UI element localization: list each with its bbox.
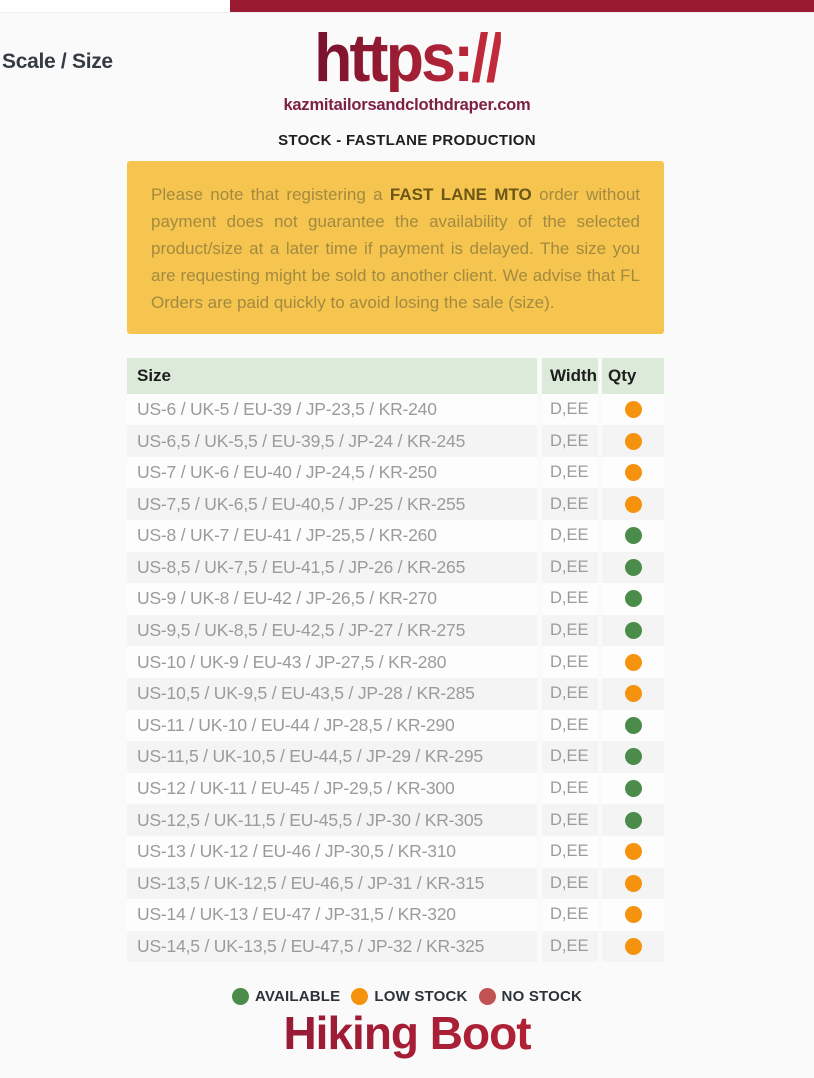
width-cell: D,EE xyxy=(542,931,598,963)
site-logo xyxy=(0,13,814,149)
qty-cell xyxy=(602,520,664,552)
legend-item xyxy=(479,988,583,1005)
size-cell: US-12 / UK-11 / EU-45 / JP-29,5 / KR-300 xyxy=(127,773,537,805)
size-cell: US-10,5 / UK-9,5 / EU-43,5 / JP-28 / KR-285 xyxy=(127,678,537,710)
header-size: Size xyxy=(127,358,537,394)
logo-https-text[interactable]: https:// xyxy=(313,20,501,96)
table-row[interactable] xyxy=(127,868,664,900)
stock-status-dot xyxy=(625,938,642,955)
table-row[interactable] xyxy=(127,520,664,552)
table-row[interactable] xyxy=(127,899,664,931)
top-bar xyxy=(230,0,814,12)
stock-status-dot xyxy=(625,590,642,607)
size-cell: US-12,5 / UK-11,5 / EU-45,5 / JP-30 / KR-305 xyxy=(127,804,537,836)
size-cell: US-8 / UK-7 / EU-41 / JP-25,5 / KR-260 xyxy=(127,520,537,552)
width-cell: D,EE xyxy=(542,425,598,457)
table-row[interactable] xyxy=(127,773,664,805)
legend-label: LOW STOCK xyxy=(374,988,468,1006)
width-cell: D,EE xyxy=(542,678,598,710)
size-cell: US-11,5 / UK-10,5 / EU-44,5 / JP-29 / KR-295 xyxy=(127,741,537,773)
width-cell: D,EE xyxy=(542,899,598,931)
width-cell: D,EE xyxy=(542,773,598,805)
width-cell: D,EE xyxy=(542,488,598,520)
stock-legend xyxy=(0,988,814,1005)
qty-cell xyxy=(602,425,664,457)
header-qty: Qty xyxy=(602,358,664,394)
qty-cell xyxy=(602,931,664,963)
stock-status-dot xyxy=(625,464,642,481)
table-body xyxy=(127,394,664,963)
size-table xyxy=(127,358,664,963)
product-title: Hiking Boot xyxy=(0,1006,814,1060)
width-cell: D,EE xyxy=(542,583,598,615)
table-row[interactable] xyxy=(127,583,664,615)
fastlane-notice xyxy=(127,161,664,334)
stock-status-dot xyxy=(625,812,642,829)
table-row[interactable] xyxy=(127,646,664,678)
size-cell: US-7 / UK-6 / EU-40 / JP-24,5 / KR-250 xyxy=(127,457,537,489)
table-row[interactable] xyxy=(127,425,664,457)
size-cell: US-9,5 / UK-8,5 / EU-42,5 / JP-27 / KR-275 xyxy=(127,615,537,647)
legend-label: NO STOCK xyxy=(501,988,583,1006)
legend-item xyxy=(232,988,340,1005)
stock-status-dot xyxy=(625,717,642,734)
table-row[interactable] xyxy=(127,710,664,742)
table-row[interactable] xyxy=(127,741,664,773)
table-row[interactable] xyxy=(127,836,664,868)
notice-text-bold: FAST LANE MTO xyxy=(389,184,532,204)
logo-domain-text[interactable]: kazmitailorsandclothdraper.com xyxy=(283,95,531,114)
qty-cell xyxy=(602,899,664,931)
stock-status-dot xyxy=(625,654,642,671)
size-cell: US-9 / UK-8 / EU-42 / JP-26,5 / KR-270 xyxy=(127,583,537,615)
legend-dot-icon xyxy=(479,988,496,1005)
width-cell: D,EE xyxy=(542,741,598,773)
width-cell: D,EE xyxy=(542,646,598,678)
table-row[interactable] xyxy=(127,394,664,426)
size-cell: US-13 / UK-12 / EU-46 / JP-30,5 / KR-310 xyxy=(127,836,537,868)
size-cell: US-14 / UK-13 / EU-47 / JP-31,5 / KR-320 xyxy=(127,899,537,931)
qty-cell xyxy=(602,394,664,426)
notice-text-pre: Please note that registering a xyxy=(151,184,390,204)
stock-status-dot xyxy=(625,559,642,576)
size-cell: US-7,5 / UK-6,5 / EU-40,5 / JP-25 / KR-255 xyxy=(127,488,537,520)
size-cell: US-8,5 / UK-7,5 / EU-41,5 / JP-26 / KR-265 xyxy=(127,552,537,584)
table-row[interactable] xyxy=(127,552,664,584)
qty-cell xyxy=(602,741,664,773)
notice-text-post: order without payment does not guarantee the availability of the selected product/size at a later time if payment is delayed. The size you are requesting might be sold to another client. We advise that FL Orders are paid quickly to avoid losing the sale (size). xyxy=(151,184,640,312)
qty-cell xyxy=(602,804,664,836)
qty-cell xyxy=(602,552,664,584)
width-cell: D,EE xyxy=(542,710,598,742)
stock-status-dot xyxy=(625,780,642,797)
legend-label: AVAILABLE xyxy=(254,988,341,1006)
qty-cell xyxy=(602,583,664,615)
stock-status-dot xyxy=(625,875,642,892)
size-cell: US-10 / UK-9 / EU-43 / JP-27,5 / KR-280 xyxy=(127,646,537,678)
width-cell: D,EE xyxy=(542,868,598,900)
page-label: Scale / Size xyxy=(2,50,113,73)
qty-cell xyxy=(602,615,664,647)
width-cell: D,EE xyxy=(542,394,598,426)
table-row[interactable] xyxy=(127,678,664,710)
width-cell: D,EE xyxy=(542,552,598,584)
stock-status-dot xyxy=(625,748,642,765)
qty-cell xyxy=(602,836,664,868)
size-cell: US-6,5 / UK-5,5 / EU-39,5 / JP-24 / KR-245 xyxy=(127,425,537,457)
width-cell: D,EE xyxy=(542,457,598,489)
stock-status-dot xyxy=(625,401,642,418)
stock-status-dot xyxy=(625,622,642,639)
stock-status-dot xyxy=(625,685,642,702)
legend-dot-icon xyxy=(232,988,249,1005)
stock-status-dot xyxy=(625,527,642,544)
size-cell: US-14,5 / UK-13,5 / EU-47,5 / JP-32 / KR-325 xyxy=(127,931,537,963)
qty-cell xyxy=(602,488,664,520)
size-cell: US-13,5 / UK-12,5 / EU-46,5 / JP-31 / KR-315 xyxy=(127,868,537,900)
stock-status-dot xyxy=(625,433,642,450)
legend-item xyxy=(351,988,467,1005)
width-cell: D,EE xyxy=(542,520,598,552)
width-cell: D,EE xyxy=(542,804,598,836)
table-row[interactable] xyxy=(127,457,664,489)
legend-dot-icon xyxy=(351,988,368,1005)
qty-cell xyxy=(602,678,664,710)
qty-cell xyxy=(602,710,664,742)
qty-cell xyxy=(602,646,664,678)
width-cell: D,EE xyxy=(542,615,598,647)
qty-cell xyxy=(602,868,664,900)
stock-status-dot xyxy=(625,843,642,860)
table-row[interactable] xyxy=(127,488,664,520)
table-row[interactable] xyxy=(127,804,664,836)
table-row[interactable] xyxy=(127,615,664,647)
qty-cell xyxy=(602,773,664,805)
stock-status-dot xyxy=(625,906,642,923)
size-cell: US-11 / UK-10 / EU-44 / JP-28,5 / KR-290 xyxy=(127,710,537,742)
width-cell: D,EE xyxy=(542,836,598,868)
stock-heading: STOCK - FASTLANE PRODUCTION xyxy=(278,131,536,149)
header-width: Width xyxy=(542,358,598,394)
table-row[interactable] xyxy=(127,931,664,963)
stock-status-dot xyxy=(625,496,642,513)
qty-cell xyxy=(602,457,664,489)
top-strip xyxy=(0,0,814,13)
size-cell: US-6 / UK-5 / EU-39 / JP-23,5 / KR-240 xyxy=(127,394,537,426)
table-header-row xyxy=(127,358,664,394)
